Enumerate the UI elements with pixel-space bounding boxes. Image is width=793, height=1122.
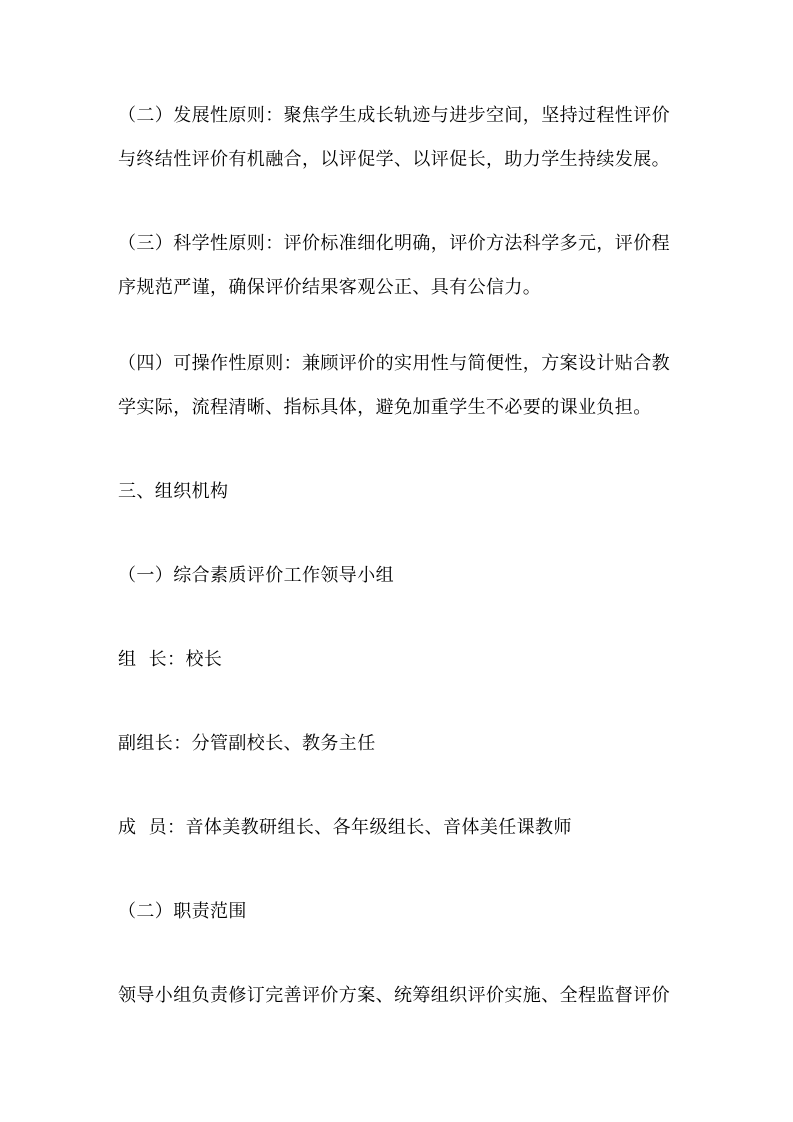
subsection-heading-leadership-group: （一）综合素质评价工作领导小组 <box>118 565 394 586</box>
duties-line: 领导小组负责修订完善评价方案、统筹组织评价实施、全程监督评价 <box>118 985 670 1006</box>
paragraph-operability-line-1: （四）可操作性原则：兼顾评价的实用性与简便性，方案设计贴合教 <box>118 353 670 374</box>
members-line: 成 员：音体美教研组长、各年级组长、音体美任课教师 <box>118 817 572 838</box>
subsection-heading-responsibilities: （二）职责范围 <box>118 901 247 922</box>
paragraph-operability-line-2: 学实际，流程清晰、指标具体，避免加重学生不必要的课业负担。 <box>118 397 652 418</box>
deputy-leader-line: 副组长：分管副校长、教务主任 <box>118 733 376 754</box>
paragraph-scientific-line-1: （三）科学性原则：评价标准细化明确，评价方法科学多元，评价程 <box>118 233 670 254</box>
section-heading: 三、组织机构 <box>118 481 229 502</box>
paragraph-development-line-2: 与终结性评价有机融合，以评促学、以评促长，助力学生持续发展。 <box>118 149 670 170</box>
paragraph-development-line-1: （二）发展性原则：聚焦学生成长轨迹与进步空间，坚持过程性评价 <box>118 105 670 126</box>
leader-line: 组 长：校长 <box>118 649 223 670</box>
paragraph-scientific-line-2: 序规范严谨，确保评价结果客观公正、具有公信力。 <box>118 277 542 298</box>
